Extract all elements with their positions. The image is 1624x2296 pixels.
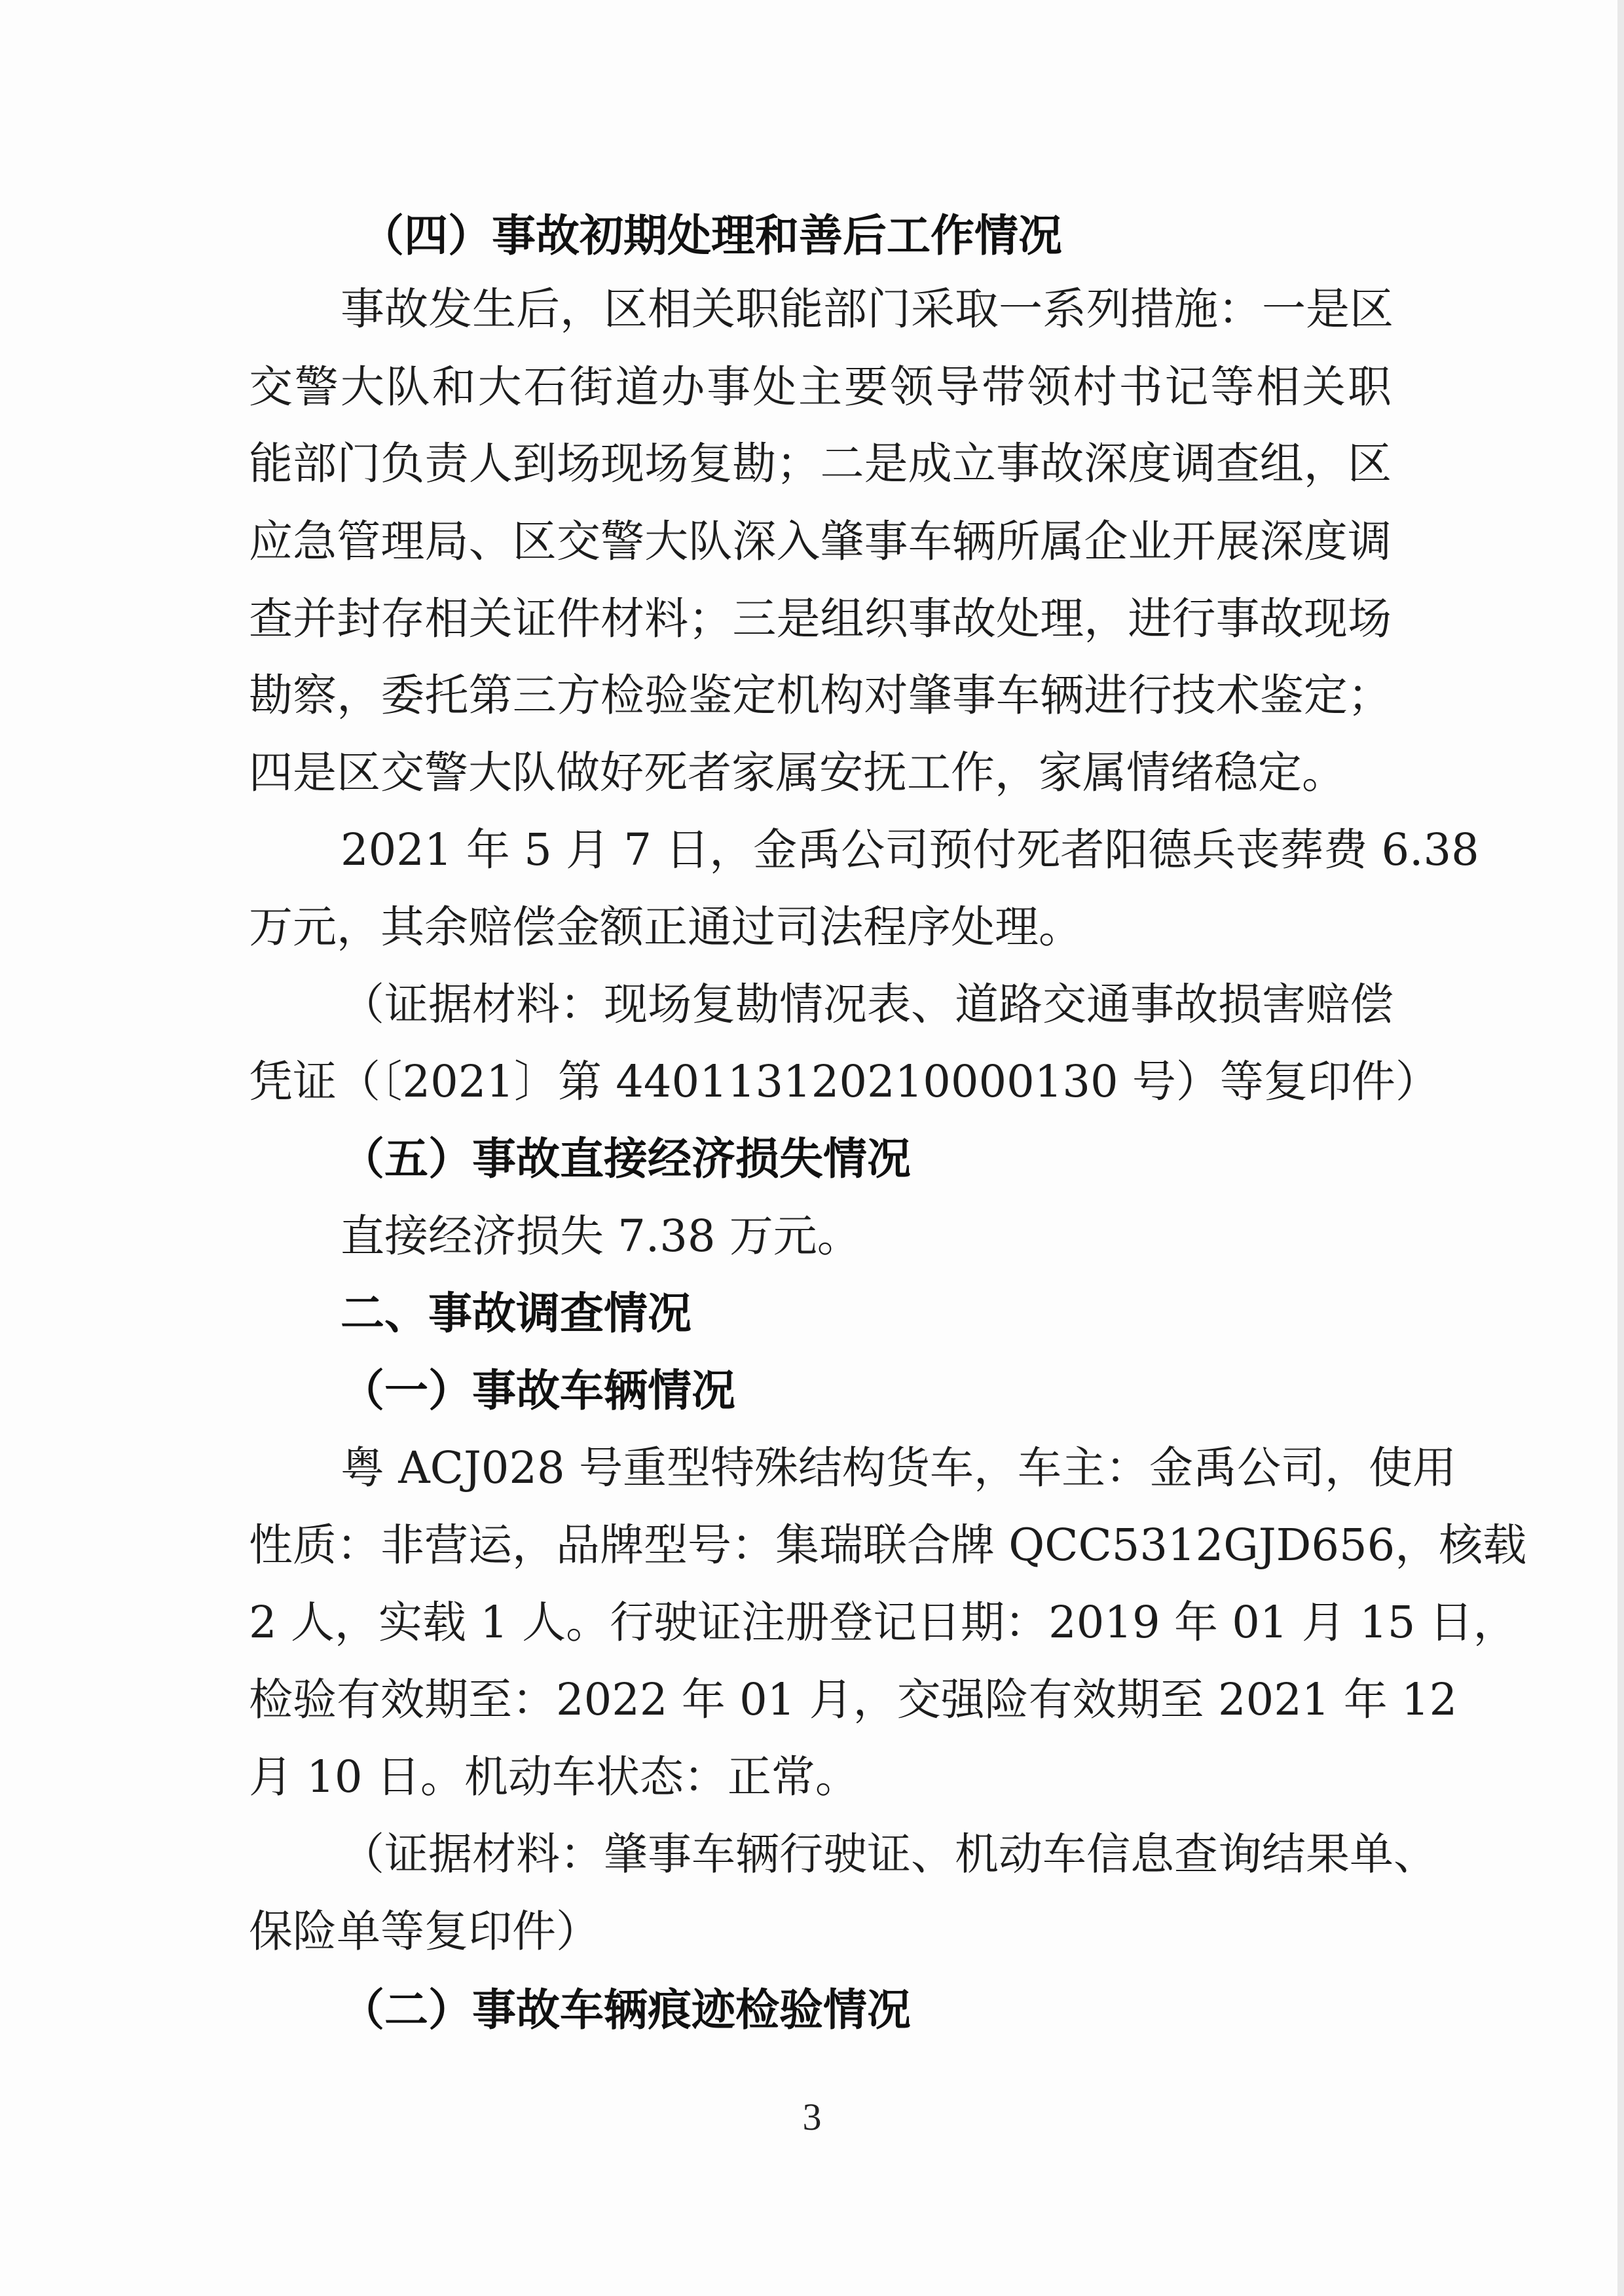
paragraph-payment-line-2: 万元，其余赔偿金额正通过司法程序处理。: [249, 902, 1082, 953]
heading-economic-loss: （五）事故直接经济损失情况: [341, 1133, 911, 1184]
paragraph-vehicle-line-3: 2 人，实载 1 人。行驶证注册登记日期：2019 年 01 月 15 日，: [249, 1597, 1517, 1648]
paragraph-payment-line-1: 2021 年 5 月 7 日，金禹公司预付死者阳德兵丧葬费 6.38: [341, 824, 1479, 875]
evidence-note-2-line-1: （证据材料：肇事车辆行驶证、机动车信息查询结果单、: [341, 1829, 1437, 1880]
scan-edge: [1617, 0, 1624, 2296]
page-number: 3: [802, 2096, 822, 2138]
paragraph-measures-line-3: 能部门负责人到场现场复勘；二是成立事故深度调查组，区: [249, 438, 1392, 489]
paragraph-vehicle-line-5: 月 10 日。机动车状态：正常。: [249, 1751, 859, 1802]
paragraph-measures-line-7: 四是区交警大队做好死者家属安抚工作，家属情绪稳定。: [249, 747, 1346, 798]
heading-vehicle-info: （一）事故车辆情况: [341, 1364, 735, 1416]
paragraph-vehicle-line-1: 粤 ACJ028 号重型特殊结构货车，车主：金禹公司，使用: [341, 1442, 1456, 1493]
evidence-note-2-line-2: 保险单等复印件）: [249, 1906, 600, 1957]
paragraph-economic-loss: 直接经济损失 7.38 万元。: [341, 1211, 861, 1262]
paragraph-measures-line-5: 查并封存相关证件材料；三是组织事故处理，进行事故现场: [249, 593, 1392, 644]
paragraph-measures-line-1: 事故发生后，区相关职能部门采取一系列措施：一是区: [341, 283, 1393, 335]
paragraph-measures-line-6: 勘察，委托第三方检验鉴定机构对肇事车辆进行技术鉴定；: [249, 670, 1392, 721]
paragraph-measures-line-2: 交警大队和大石街道办事处主要领导带领村书记等相关职: [249, 361, 1392, 412]
heading-trace-inspection: （二）事故车辆痕迹检验情况: [341, 1984, 911, 2035]
evidence-note-1-line-1: （证据材料：现场复勘情况表、道路交通事故损害赔偿: [341, 979, 1393, 1030]
heading-investigation: 二、事故调查情况: [341, 1287, 692, 1339]
evidence-note-1-line-2: 凭证（〔2021〕第 440113120210000130 号）等复印件）: [249, 1056, 1439, 1107]
paragraph-vehicle-line-2: 性质：非营运，品牌型号：集瑞联合牌 QCC5312GJD656，核载: [249, 1520, 1527, 1571]
heading-initial-handling: （四）事故初期处理和善后工作情况: [360, 210, 1062, 261]
paragraph-vehicle-line-4: 检验有效期至：2022 年 01 月，交强险有效期至 2021 年 12: [249, 1674, 1458, 1725]
paragraph-measures-line-4: 应急管理局、区交警大队深入肇事车辆所属企业开展深度调: [249, 516, 1392, 567]
